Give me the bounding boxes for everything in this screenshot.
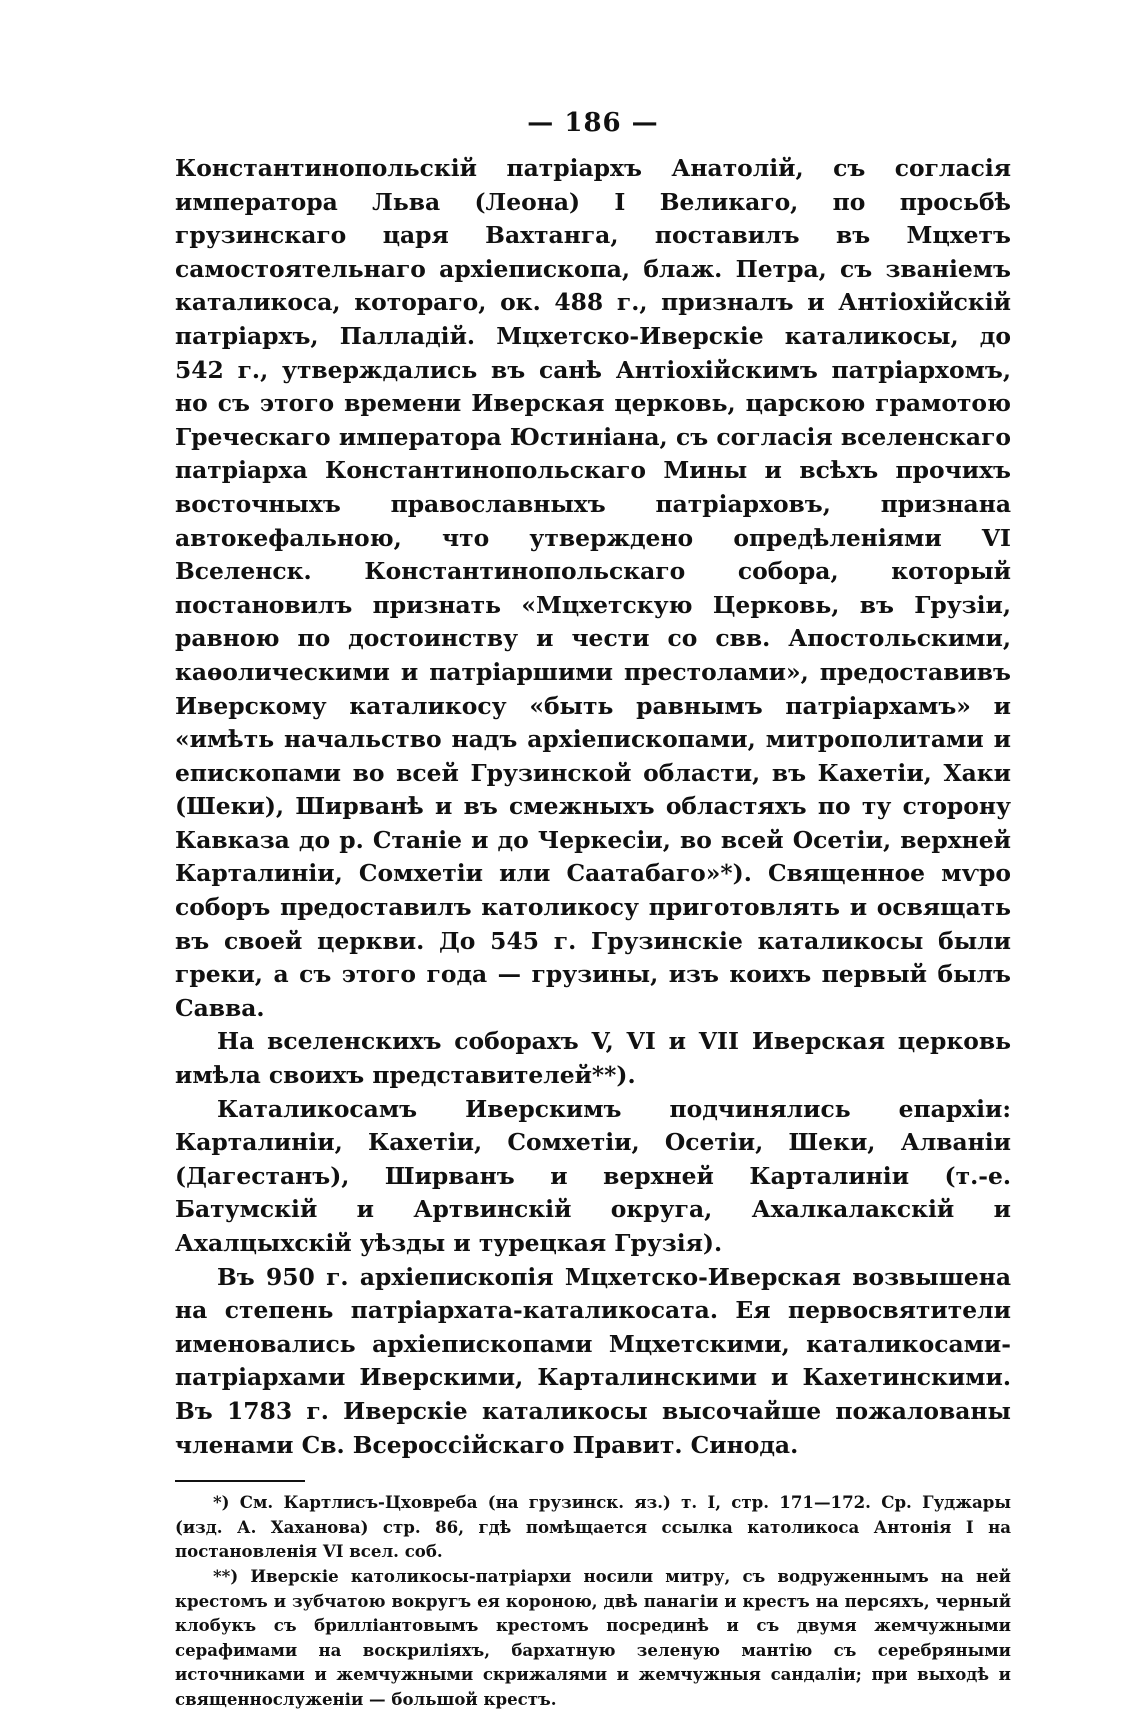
footnote-divider — [175, 1480, 305, 1482]
footnote: *) См. Картлисъ-Цховреба (на грузинск. яз.) т. I, стр. 171—172. Ср. Гуджары (изд. А. Хаханова) стр. 86, гдѣ помѣщается ссылка католикоса Антонія I на постановленія VI всел. соб. — [175, 1492, 1011, 1562]
footnotes — [175, 1490, 1011, 1711]
paragraph: Каталикосамъ Иверскимъ подчинялись епархіи: Карталиніи, Кахетіи, Сомхетіи, Осетіи, Шеки, Алваніи (Дагестанъ), Ширванъ и верхней Карталиніи (т.-е. Батумскій и Артвинскій округа, Ахалкалакскій и Ахалцыхскій уѣзды и турецкая Грузія). — [175, 1094, 1011, 1257]
book-page — [175, 108, 1011, 1712]
footnote: **) Иверскіе католикосы-патріархи носили митру, съ водруженнымъ на ней крестомъ и зубчатою вокругъ ея короною, двѣ панагіи и крестъ на персяхъ, черный клобукъ съ брилліантовымъ крестомъ посрединѣ и съ двумя жемчужными серафимами на воскриліяхъ, бархатную зеленую мантію съ серебряными источниками и жемчужными скрижалями и жемчужныя сандаліи; при выходѣ и священнослуженіи — большой крестъ. — [175, 1565, 1011, 1709]
page-number: — 186 — — [527, 108, 659, 138]
paragraph: На вселенскихъ соборахъ V, VI и VII Иверская церковь имѣла своихъ представителей**). — [175, 1027, 1011, 1090]
paragraph: Въ 950 г. архіепископія Мцхетско-Иверская возвышена на степень патріархата-каталикосата. Ея первосвятители именовались архіепископами Мцхетскими, каталикосами-патріархами Иверскими, Карталинскими и Кахетинскими. Въ 1783 г. Иверскіе каталикосы высочайше пожалованы членами Св. Всероссійскаго Правит. Синода. — [175, 1262, 1011, 1459]
paragraph: Константинопольскій патріархъ Анатолій, съ согласія императора Льва (Леона) I Великаго, по просьбѣ грузинскаго царя Вахтанга, поставилъ въ Мцхетъ самостоятельнаго архіепископа, блаж. Петра, съ званіемъ каталикоса, котораго, ок. 488 г., призналъ и Антіохійскій патріархъ, Палладій. Мцхетско-Иверскіе каталикосы, до 542 г., утверждались въ санѣ Антіохійскимъ патріархомъ, но съ этого времени Иверская церковь, царскою грамотою Греческаго императора Юстиніана, съ согласія вселенскаго патріарха Константинопольскаго Мины и всѣхъ прочихъ восточныхъ православныхъ патріарховъ, признана автокефальною, что утверждено опредѣленіями VI Вселенск. Константинопольскаго собора, который постановилъ признать «Мцхетскую Церковь, въ Грузіи, равною по достоинству и чести со свв. Апостольскими, каѳолическими и патріаршими престолами», предоставивъ Иверскому каталикосу «быть равнымъ патріархамъ» и «имѣть начальство надъ архіепископами, митрополитами и епископами во всей Грузинской области, въ Кахетіи, Хаки (Шеки), Ширванѣ и въ смежныхъ областяхъ по ту сторону Кавказа до р. Станіе и до Черкесіи, во всей Осетіи, верхней Карталиніи, Сомхетіи или Саатабаго»*). Священное мѵро соборъ предоставилъ католикосу приготовлять и освящать въ своей церкви. До 545 г. Грузинскіе каталикосы были греки, а съ этого года — грузины, изъ коихъ первый былъ Савва. — [175, 154, 1011, 1022]
main-text — [175, 152, 1011, 1462]
